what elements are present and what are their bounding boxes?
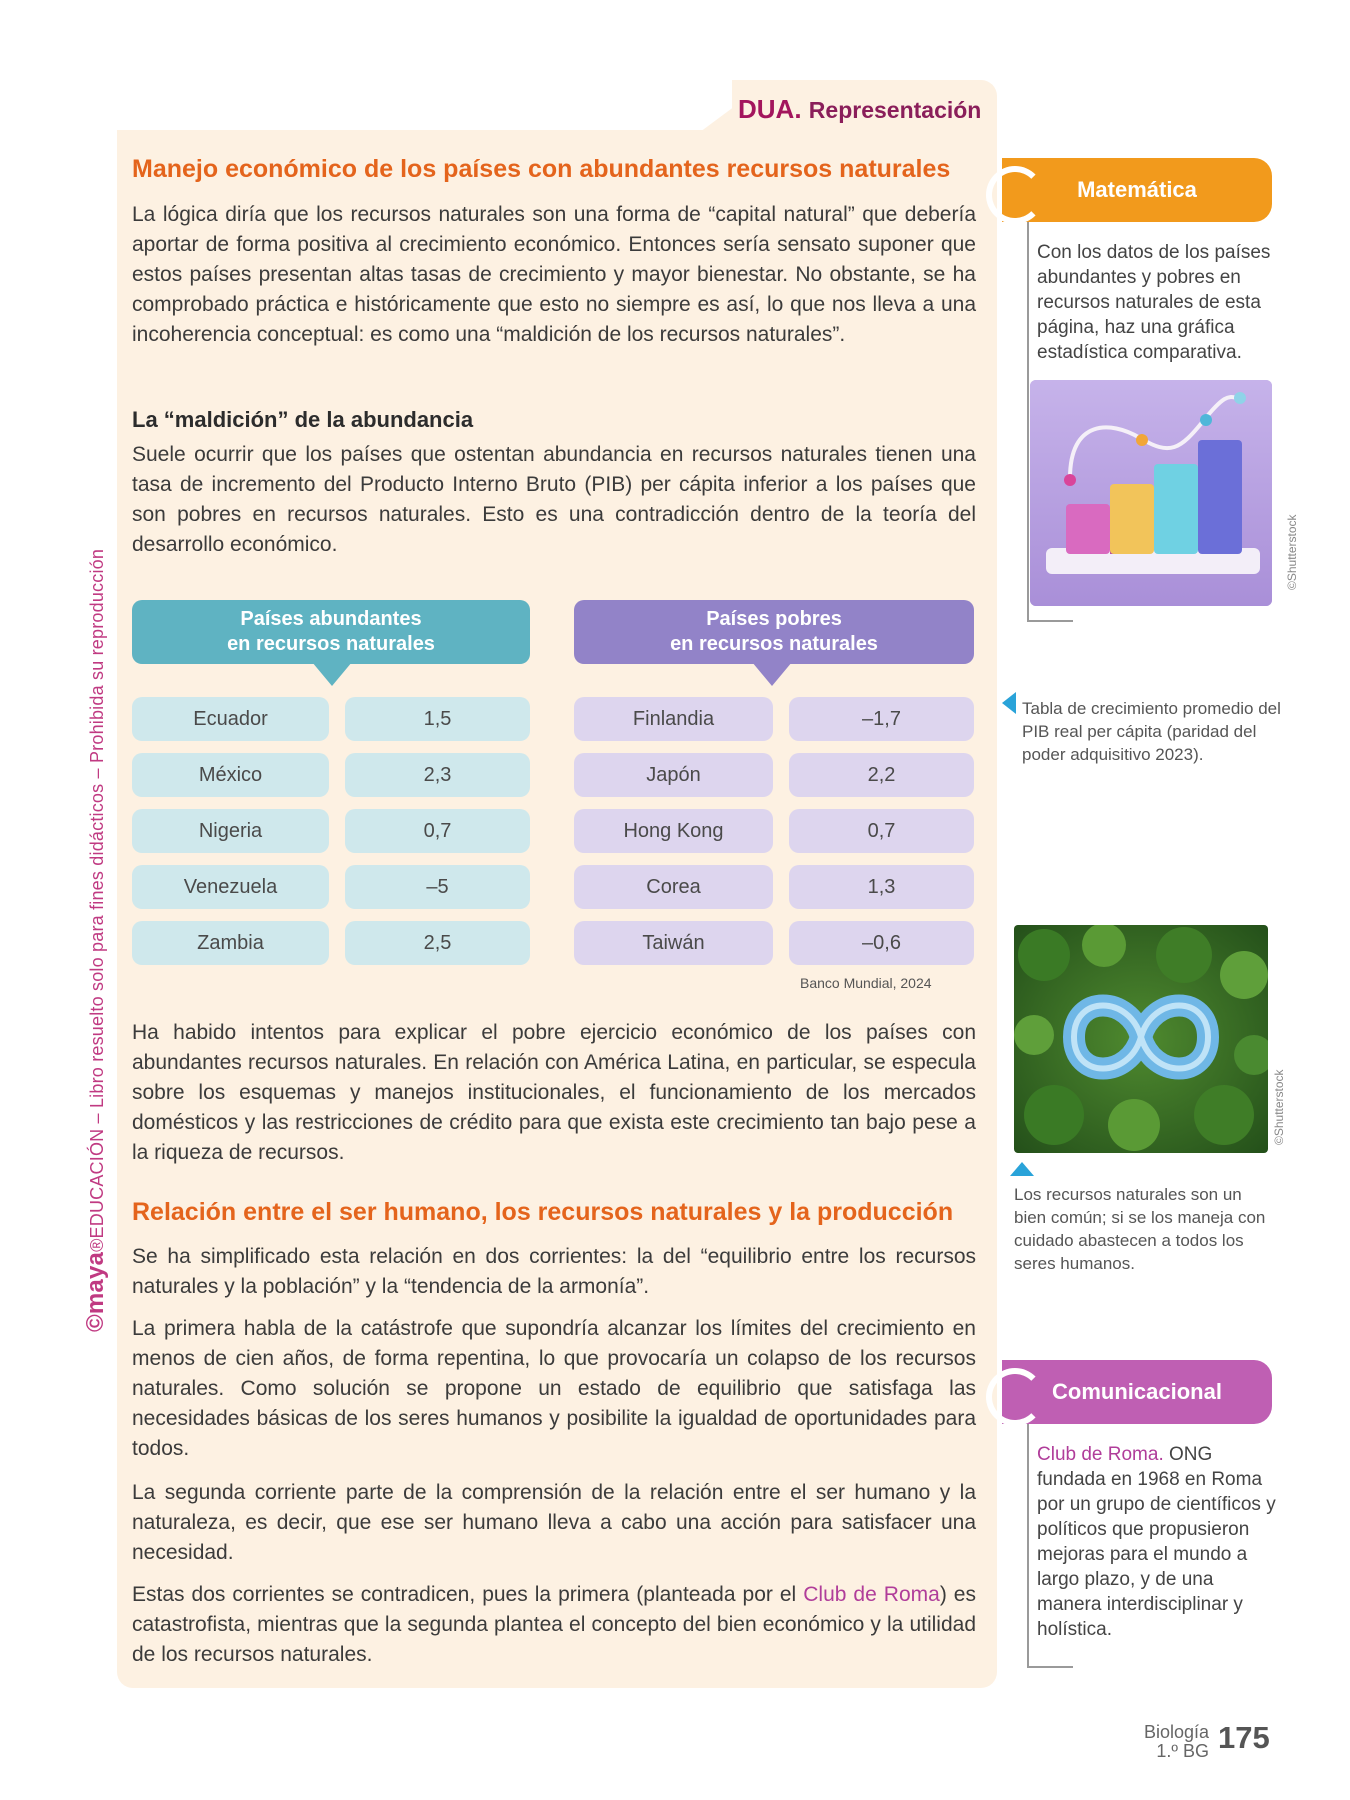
math-side-foot (1027, 620, 1073, 622)
club-de-roma-link[interactable]: Club de Roma (803, 1583, 940, 1606)
copyright-vertical: ©maya®EDUCACIÓN – Libro resuelto solo para fines didácticos – Prohibida su reproducción (82, 548, 109, 1332)
com-side-foot (1027, 1666, 1073, 1668)
communication-tab: Comunicacional (1002, 1360, 1272, 1424)
rich-country-cell: México (132, 753, 329, 797)
poor-value-cell: –1,7 (789, 697, 974, 741)
rich-countries-header: Países abundantes en recursos naturales (132, 600, 530, 664)
rich-country-cell: Nigeria (132, 809, 329, 853)
bar-chart-icon (1030, 380, 1272, 606)
poor-country-cell: Hong Kong (574, 809, 773, 853)
poor-countries-header: Países pobres en recursos naturales (574, 600, 974, 664)
rich-value-cell: 0,7 (345, 809, 530, 853)
poor-country-cell: Finlandia (574, 697, 773, 741)
rich-country-cell: Venezuela (132, 865, 329, 909)
rich-value-cell: 1,5 (345, 697, 530, 741)
poor-country-cell: Japón (574, 753, 773, 797)
dua-heading: DUA. Representación (738, 94, 982, 124)
paragraph-primera: La primera habla de la catástrofe que supondría alcanzar los límites del crecimiento en menos de cien años, de forma repentina, lo que provocaría un colapso de los recursos naturales. Como solución se propone un estado de equilibrio que satisfaga las necesidades básicas de los seres humanos y posibilite la igualdad de oportunidades para todos. (132, 1317, 976, 1460)
page-number: 175 (1218, 1720, 1270, 1755)
math-side-line (1027, 222, 1029, 622)
paragraph-maldicion: Suele ocurrir que los países que ostentan abundancia en recursos naturales tienen una tasa de incremento del Producto Interno Bruto (PIB) per cápita inferior a los países que son pobres en recursos naturales. Esto es una contradicción dentro de la teoría del desarrollo económico. (132, 443, 976, 556)
paragraph-segunda: La segunda corriente parte de la comprensión de la relación entre el ser humano y la naturaleza, es decir, que ese ser humano lleva a cabo una acción para satisfacer una necesidad. (132, 1481, 976, 1564)
paragraph-corrientes: Se ha simplificado esta relación en dos corrientes: la del “equilibrio entre los recursos naturales y la población” y la “tendencia de la armonía”. (132, 1245, 976, 1298)
table-caption: Tabla de crecimiento promedio del PIB real per cápita (paridad del poder adquisitivo 2023). (1022, 699, 1281, 764)
forest-infinity-photo (1014, 925, 1268, 1153)
forest-infinity-icon (1014, 925, 1268, 1153)
poor-value-cell: 1,3 (789, 865, 974, 909)
poor-value-cell: –0,6 (789, 921, 974, 965)
poor-country-cell: Taiwán (574, 921, 773, 965)
poor-value-cell: 2,2 (789, 753, 974, 797)
paragraph-intentos: Ha habido intentos para explicar el pobre ejercicio económico de los países con abundantes recursos naturales. En relación con América Latina, en particular, se especula sobre los esquemas y manejos institucionales, el funcionamiento de los mercados domésticos y las restricciones de crédito para que exista este crecimiento tan bajo pese a la riqueza de recursos. (132, 1021, 976, 1164)
caption-pointer-icon (1002, 692, 1016, 714)
image-credit: ©Shutterstock (1285, 514, 1299, 590)
c-hook-icon (986, 1368, 1044, 1426)
section-title-manejo: Manejo económico de los países con abundantes recursos naturales (132, 155, 951, 183)
rich-country-cell: Ecuador (132, 697, 329, 741)
rich-country-cell: Zambia (132, 921, 329, 965)
section-title-maldicion: La “maldición” de la abundancia (132, 407, 474, 432)
math-activity-text: Con los datos de los países abundantes y pobres en recursos naturales de esta página, haz una gráfica estadística comparativa. (1037, 242, 1271, 363)
image-credit: ©Shutterstock (1272, 1069, 1286, 1145)
bar-chart-illustration (1030, 380, 1272, 606)
rich-value-cell: –5 (345, 865, 530, 909)
c-hook-icon (986, 166, 1044, 224)
math-tab: Matemática (1002, 158, 1272, 222)
rich-value-cell: 2,3 (345, 753, 530, 797)
brand-logo: ©maya (82, 1251, 109, 1332)
com-side-line (1027, 1424, 1029, 1668)
caption-pointer-icon (1010, 1162, 1034, 1176)
panel-notch (117, 80, 732, 130)
poor-value-cell: 0,7 (789, 809, 974, 853)
photo-caption: Los recursos naturales son un bien común; si se los maneja con cuidado abastecen a todos los seres humanos. (1014, 1185, 1266, 1273)
footer-subject: Biología 1.º BG (1143, 1722, 1209, 1761)
section-title-relacion: Relación entre el ser humano, los recursos naturales y la producción (132, 1198, 954, 1226)
paragraph-capital-natural: La lógica diría que los recursos naturales son una forma de “capital natural” que debería aportar de forma positiva al crecimiento económico. Entonces sería sensato suponer que estos países presentan altas tasas de crecimiento y mayor bienestar. No obstante, se ha comprobado práctica e históricamente que esto no siempre es así, lo que nos lleva a una incoherencia conceptual: es como una “maldición de los recursos naturales”. (132, 203, 976, 346)
rich-value-cell: 2,5 (345, 921, 530, 965)
table-source: Banco Mundial, 2024 (800, 975, 932, 991)
club-de-roma-definition: Club de Roma. ONG fundada en 1968 en Roma por un grupo de científicos y políticos que propusieron mejoras para el mundo a largo plazo, y de una manera interdisciplinar y holística. (1037, 1444, 1276, 1640)
paragraph-contradicen: Estas dos corrientes se contradicen, pues la primera (planteada por el Club de Roma) es catastrofista, mientras que la segunda plantea el concepto del bien económico y la utilidad de los recursos naturales. (132, 1583, 976, 1666)
poor-country-cell: Corea (574, 865, 773, 909)
